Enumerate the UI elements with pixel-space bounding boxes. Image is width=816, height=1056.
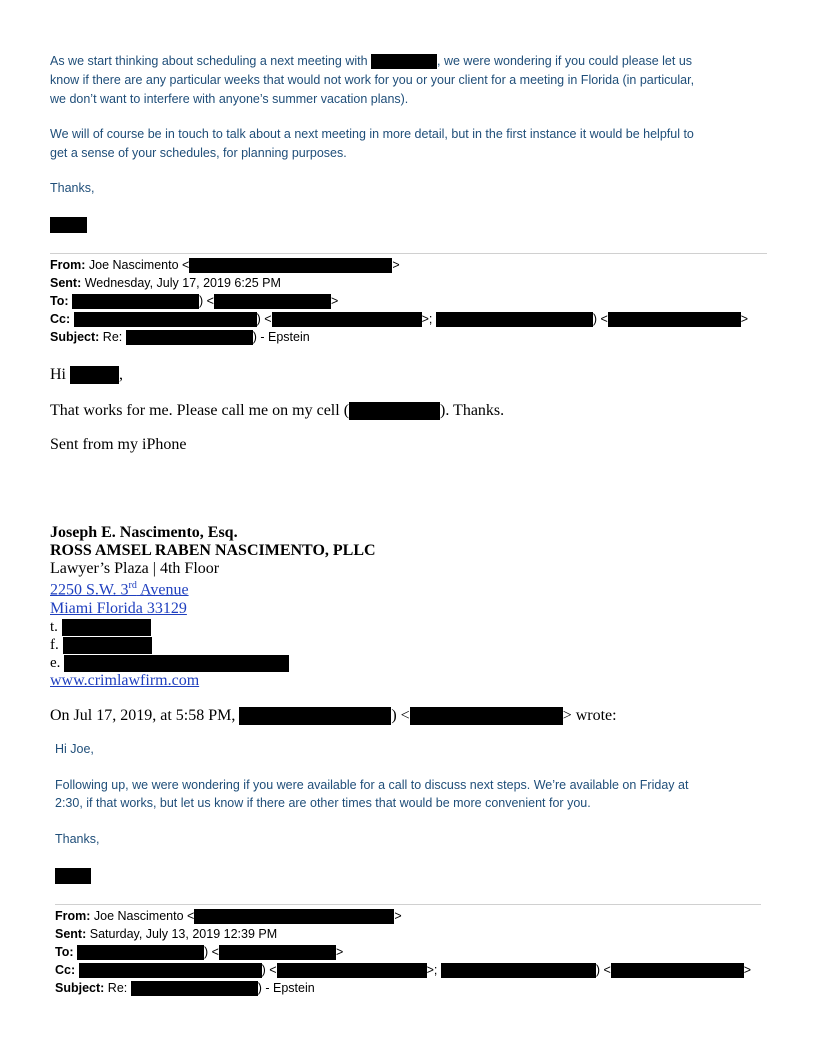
top-paragraph-2-line-2: get a sense of your schedules, for planning purposes. [50, 146, 347, 160]
header-divider [50, 253, 767, 254]
header1-sent [50, 276, 281, 290]
quote-intro [50, 707, 617, 725]
header2-to [55, 945, 343, 960]
cc-label: Cc: [50, 312, 71, 326]
signature-building: Lawyer’s Plaza | 4th Floor [50, 560, 220, 577]
to-label: To: [50, 294, 69, 308]
top-paragraph-1-line-3: we don’t want to interfere with anyone’s summer vacation plans). [50, 92, 409, 106]
top-paragraph-1-line-1 [50, 54, 692, 69]
signature-website-link[interactable]: www.crimlawfirm.com [50, 672, 200, 689]
quoted-greeting: Hi Joe, [55, 742, 94, 756]
text: That works for me. Please call me on my cell ( [50, 402, 350, 419]
top-paragraph-1-line-2: know if there are any particular weeks that would not work for you or your client for a meeting in Florida (in particular, [50, 73, 695, 87]
cc-label: Cc: [55, 963, 76, 977]
text: > [330, 294, 339, 308]
from-label: From: [55, 909, 91, 923]
redaction-block [63, 637, 152, 654]
reply-sent-from: Sent from my iPhone [50, 436, 187, 453]
redaction-block [272, 312, 422, 327]
text: > [740, 312, 749, 326]
quoted-line-2: 2:30, if that works, but let us know if there are other times that would be more convenient for you. [55, 796, 591, 810]
signature-address-line-1-link[interactable] [50, 580, 189, 599]
redaction-block [77, 945, 204, 960]
redaction-block [277, 963, 427, 978]
redaction-block [62, 619, 151, 636]
header1-to [50, 294, 338, 309]
text: 2250 S.W. 3 [50, 581, 129, 599]
redaction-block [70, 366, 119, 384]
text: Hi [50, 366, 66, 383]
fax-label: f. [50, 637, 59, 653]
redaction-block [239, 707, 391, 725]
header1-from [50, 258, 400, 273]
text: Re: [102, 330, 123, 344]
text: ) < [261, 963, 277, 977]
text: ) - Epstein [252, 330, 310, 344]
header1-subject [50, 330, 310, 345]
top-closing: Thanks, [50, 181, 95, 195]
header-divider [55, 904, 761, 905]
text: On Jul 17, 2019, at 5:58 PM, [50, 707, 236, 724]
quoted-line-1: Following up, we were wondering if you were available for a call to discuss next steps. We’re available on Friday at [55, 778, 689, 792]
from-value: Joe Nascimento < [93, 909, 195, 923]
from-value: Joe Nascimento < [88, 258, 190, 272]
redaction-block [194, 909, 394, 924]
redacted-sender-name [50, 217, 87, 233]
redaction-block [436, 312, 593, 327]
redaction-block [189, 258, 392, 273]
quoted-closing: Thanks, [55, 832, 100, 846]
text: > [335, 945, 344, 959]
redaction-block [126, 330, 253, 345]
signature-email [50, 655, 289, 672]
redaction-block [79, 963, 262, 978]
text: >; [421, 312, 433, 326]
redacted-sender-name [55, 868, 91, 884]
redaction-block [72, 294, 199, 309]
text: , [119, 366, 123, 383]
redaction-block [608, 312, 741, 327]
signature-phone [50, 619, 151, 636]
redaction-block [371, 54, 437, 69]
sent-label: Sent: [50, 276, 82, 290]
text: ) < [204, 945, 219, 959]
header2-subject [55, 981, 315, 996]
sent-label: Sent: [55, 927, 87, 941]
text: > wrote: [562, 707, 617, 724]
redaction-block [64, 655, 289, 672]
redaction-block [131, 981, 258, 996]
redaction-block [441, 963, 596, 978]
text: ) < [595, 963, 611, 977]
text: ) - Epstein [257, 981, 315, 995]
signature-fax [50, 637, 152, 654]
header2-sent [55, 927, 277, 941]
text: > [392, 258, 400, 272]
subject-label: Subject: [55, 981, 105, 995]
phone-label: t. [50, 619, 58, 635]
text: ) < [391, 707, 410, 724]
reply-body [50, 402, 504, 420]
signature-address-line-2-link[interactable]: Miami Florida 33129 [50, 600, 187, 617]
text: ) < [199, 294, 214, 308]
signature-firm: ROSS AMSEL RABEN NASCIMENTO, PLLC [50, 542, 376, 559]
text: Avenue [136, 581, 189, 599]
redaction-block [611, 963, 744, 978]
subject-label: Subject: [50, 330, 100, 344]
header1-cc [50, 312, 748, 327]
signature-name: Joseph E. Nascimento, Esq. [50, 524, 238, 541]
text: , we were wondering if you could please let us [437, 54, 693, 68]
redaction-block [410, 707, 563, 725]
email-label: e. [50, 655, 61, 671]
superscript: rd [128, 580, 137, 591]
to-label: To: [55, 945, 74, 959]
text: > [394, 909, 402, 923]
text: ) < [592, 312, 608, 326]
text: As we start thinking about scheduling a next meeting with [50, 54, 368, 68]
sent-value: Saturday, July 13, 2019 12:39 PM [89, 927, 278, 941]
header2-from [55, 909, 402, 924]
redaction-block [219, 945, 336, 960]
reply-greeting [50, 366, 123, 384]
from-label: From: [50, 258, 86, 272]
redaction-block [214, 294, 331, 309]
text: ). Thanks. [440, 402, 505, 419]
text: Re: [107, 981, 128, 995]
redaction-block [74, 312, 257, 327]
top-paragraph-2-line-1: We will of course be in touch to talk about a next meeting in more detail, but in the first instance it would be helpful to [50, 127, 694, 141]
header2-cc [55, 963, 751, 978]
text: >; [426, 963, 438, 977]
redaction-block [349, 402, 440, 420]
text: ) < [256, 312, 272, 326]
sent-value: Wednesday, July 17, 2019 6:25 PM [84, 276, 281, 290]
text: > [743, 963, 752, 977]
